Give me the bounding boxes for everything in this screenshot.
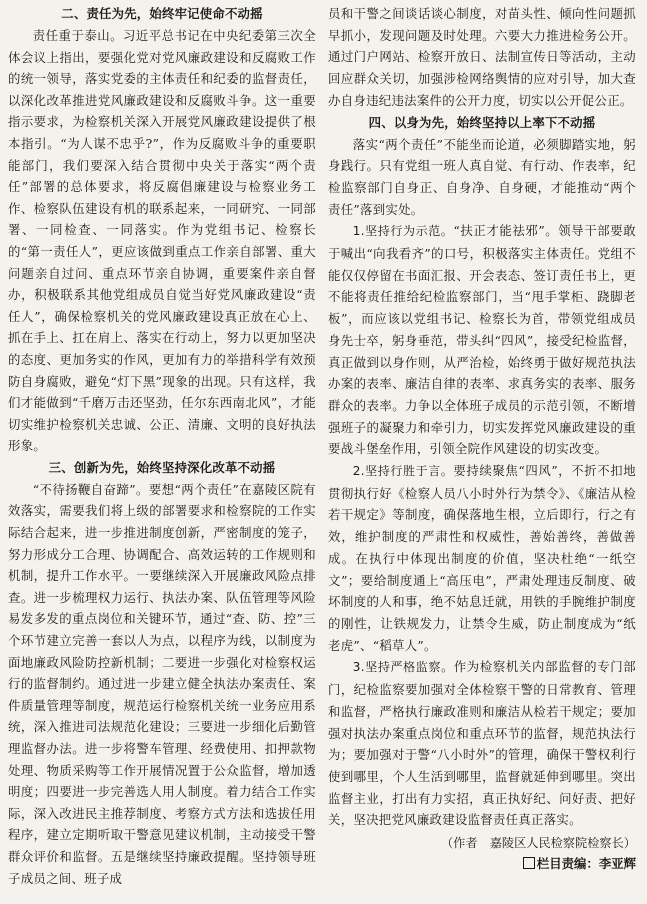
list-item-3 — [328, 656, 636, 831]
paragraph-lead-by-example: 落实“两个责任”不能坐而论道，必须脚踏实地，躬身践行。只有党组一班人真自觉、有行动、作表率，纪检监察部门自身正、自身净、自身硬，才能推动“两个责任”落到实处。 — [328, 136, 636, 217]
list-item-2-lead: 2.坚持行胜于言。 — [352, 464, 454, 479]
list-item-1-text: “扶正才能祛邪”。领导干部要敢于喊出“向我看齐”的口号，积极落实主体责任。党组不能仅仅停留在书面汇报、开会表态、签订责任书上，更不能将责任推给纪检监察部门，当“甩手掌柜、跷脚老板”，而应该以党组书记、检察长为首，带领党组成员身先士卒，躬身垂范，带头纠“四风”，接受纪检监督，真正做到以身作则，从严治检，始终勇于做好规范执法办案的表率、廉洁自律的表率、求真务实的表率、服务群众的表率。力争以全体班子成员的示范引领，不断增强班子的凝聚力和牵引力，切实发挥党风廉政建设的重要战斗堡垒作用，引领全院作风建设的切实改变。 — [328, 223, 636, 457]
checkbox-icon — [523, 857, 535, 869]
right-column — [328, 3, 636, 904]
column-editor-text: 栏目责编：李亚辉 — [536, 856, 636, 872]
section-heading-3: 三、创新为先，始终坚持深化改革不动摇 — [48, 459, 276, 475]
list-item-1 — [328, 220, 636, 460]
list-item-2 — [328, 460, 636, 656]
author-byline: （作者 嘉陵区人民检察院检察长） — [441, 836, 636, 851]
list-item-3-lead: 3.坚持严格监察。 — [352, 660, 454, 675]
paragraph-innovation: “不待扬鞭自奋蹄”。要想“两个责任”在嘉陵区院有效落实，需要我们将上级的部署要求和检察院的工作实际结合起来，进一步推进制度创新，严密制度的笼子，努力形成分工合理、协调配合、高效运转的工作规则和机制，提升工作水平。一要继续深入开展廉政风险点排查。进一步梳理权力运行、执法办案、队伍管理等风险易发多发的重点岗位和关键环节，通过“查、防、控”三个环节建立完善一套以人为点，以程序为线，以制度为面地廉政风险防控新机制；二要进一步强化对检察权运行的监督制约。通过进一步建立健全执法办案责任、案件质量管理等制度，规范运行检察机关统一业务应用系统，深入推进司法规范化建设；三要进一步细化后勤管理监督办法。进一步将警车管理、经费使用、扣押款物处理、物质采购等工作开展情况置于公众监督，增加透明度；四要进一步完善选人用人制度。着力结合工作实际，深入改进民主推荐制度、考察方式方法和选拔任用程序，建立定期听取干警意见建议机制，主动接受干警群众评价和监督。五是继续坚持廉政提醒。坚持领导班子成员之间、班子成 — [8, 481, 316, 886]
section-heading-2: 二、责任为先，始终牢记使命不动摇 — [61, 6, 263, 21]
paragraph-innovation-continued: 员和干警之间谈话谈心制度，对苗头性、倾向性问题抓早抓小，发现问题及时处理。六要大力推进检务公开。通过门户网站、检察开放日、法制宣传日等活动，主动回应群众关切，加强涉检网络舆情的应对引导，加大查办自身违纪违法案件的公开力度，切实以公开促公正。 — [328, 6, 636, 108]
column-editor — [328, 854, 636, 874]
paragraph-responsibility: 责任重于泰山。习近平总书记在中央纪委第三次全体会议上指出，要强化党对党风廉政建设和反腐败工作的统一领导，落实党委的主体责任和纪委的监督责任，以深化改革推进党风廉政建设和反腐败斗争。这一重要指示要求，为检察机关深入开展党风廉政建设提供了根本指引。“为人谋不忠乎?”，作为反腐败斗争的重要职能部门，我们要深入结合贯彻中央关于落实“两个责任”部署的总体要求，将反腐倡廉建设与检察业务工作、检察队伍建设有机的联系起来，一同研究、一同部署、一同检查、一同落实。作为党组书记、检察长的“第一责任人”，更应该做到重点工作亲自部署、重大问题亲自过问、重点环节亲自协调，重要案件亲自督办，积极联系其他党组成员自觉当好党风廉政建设“责任人”，确保检察机关的党风廉政建设真正放在心上、抓在手上、扛在肩上、落实在行动上，努力以更加坚决的态度、更加务实的作风，更加有力的举措科学有效预防自身腐败，避免“灯下黑”现象的出现。只有这样，我们才能做到“千磨万击还坚劲，任尔东西南北风”，才能切实维护检察机关忠诚、公正、清廉、文明的良好执法形象。 — [8, 28, 316, 454]
section-heading-4: 四、以身为先，始终坚持以上率下不动摇 — [368, 114, 596, 130]
left-column — [8, 3, 316, 904]
list-item-2-text: 要持续聚焦“四风”，不折不扣地贯彻执行好《检察人员八小时外行为禁令》、《廉洁从检若干规定》等制度，确保落地生根，立后即行，行之有效，维护制度的严肃性和权威性，善始善终，善做善成。在执行中体现出制度的价值，坚决杜绝“一纸空文”；要给制度通上“高压电”，严肃处理违反制度、破坏制度的人和事，绝不姑息迁就，用铁的手腕维护制度的刚性，让铁规发力，让禁令生威，防止制度成为“纸老虎”、“稻草人”。 — [328, 463, 636, 653]
list-item-1-lead: 1.坚持行为示范。 — [352, 224, 454, 239]
list-item-3-text: 作为检察机关内部监督的专门部门，纪检监察要加强对全体检察干警的日常教育、管理和监督，严格执行廉政准则和廉洁从检若干规定；要加强对执法办案重点岗位和重点环节的监督，规范执法行为；要加强对于警“八小时外”的管理，确保干警权利行使到哪里，个人生活到哪里，监督就延伸到哪里。突出监督主业，打出有力实招，真正执好纪、问好责、把好关，坚决把党风廉政建设监督责任真正落实。 — [328, 659, 636, 828]
